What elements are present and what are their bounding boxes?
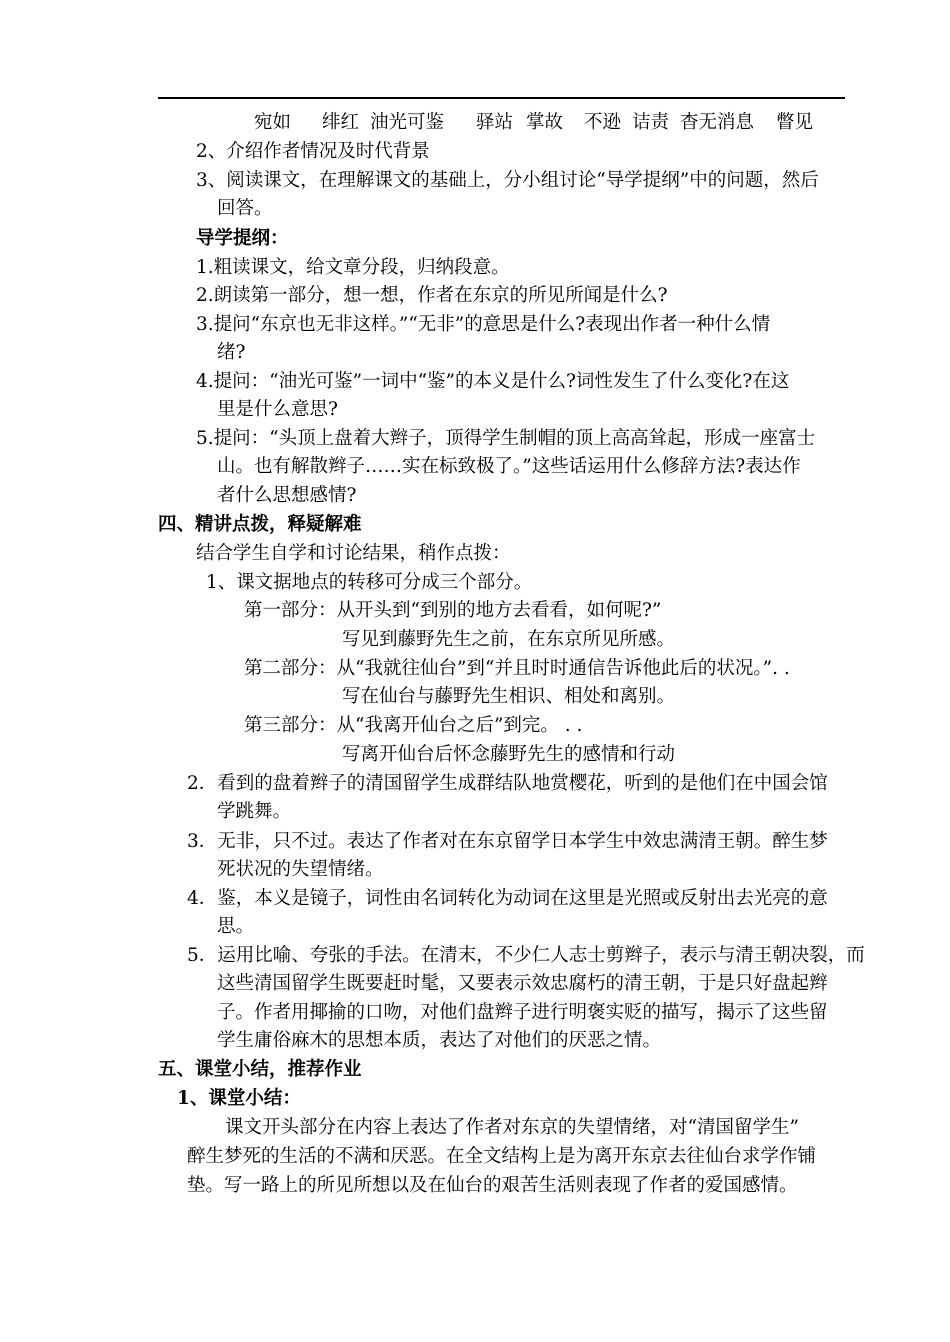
question-5-line-2: 山。也有解散辫子……实在标致极了。”这些话运用什么修辞方法?表达作	[217, 456, 801, 477]
outline-title: 导学提纲：	[196, 228, 289, 249]
part-2-range: 第二部分：从“我就往仙台”到“并且时时通信告诉他此后的状况。”. .	[244, 658, 790, 679]
section-4-intro: 结合学生自学和讨论结果，稍作点拨：	[196, 543, 511, 564]
part-1-range: 第一部分：从开头到“到别的地方去看看，如何呢?”	[244, 600, 662, 621]
vocab-list	[0, 112, 950, 134]
header-rule	[158, 97, 845, 99]
summary-subheading: 1、课堂小结：	[177, 1088, 301, 1109]
answer-5-line-2: 这些清国留学生既要赶时髦，又要表示效忠腐朽的清王朝，于是只好盘起辫	[217, 973, 828, 994]
summary-line-1: 课文开头部分在内容上表达了作者对东京的失望情绪，对“清国留学生”	[225, 1117, 799, 1138]
step-2: 2、介绍作者情况及时代背景	[196, 141, 430, 162]
part-1-summary: 写见到藤野先生之前，在东京所见所感。	[342, 629, 676, 650]
answer-3-line-2: 死状况的失望情绪。	[217, 859, 384, 880]
question-2: 2.朗读第一部分，想一想，作者在东京的所见所闻是什么?	[196, 285, 668, 306]
question-5-line-3: 者什么思想感情?	[217, 485, 357, 506]
answer-2-line-1: 2．看到的盘着辫子的清国留学生成群结队地赏樱花，听到的是他们在中国会馆	[187, 773, 828, 794]
vocab-word: 掌故	[526, 112, 564, 133]
question-1: 1.粗读课文，给文章分段，归纳段意。	[196, 257, 510, 278]
question-3-line-1: 3.提问“东京也无非这样。”“无非”的意思是什么?表现出作者一种什么情	[196, 314, 771, 335]
vocab-word: 宛如	[254, 112, 292, 133]
answer-5-line-3: 子。作者用揶揄的口吻，对他们盘辫子进行明褒实贬的描写，揭示了这些留	[217, 1002, 828, 1023]
part-3-range: 第三部分：从“我离开仙台之后”到完。 . .	[244, 715, 583, 736]
vocab-word: 绯红	[322, 112, 360, 133]
answer-4-line-1: 4．鉴，本义是镜子，词性由名词转化为动词在这里是光照或反射出去光亮的意	[187, 888, 828, 909]
part-3-summary: 写离开仙台后怀念藤野先生的感情和行动	[342, 744, 676, 765]
answer-2-line-2: 学跳舞。	[217, 801, 292, 822]
vocab-word: 油光可鉴	[370, 112, 445, 133]
answer-4-line-2: 思。	[217, 916, 255, 937]
step-3-line-1: 3、阅读课文，在理解课文的基础上，分小组讨论“导学提纲”中的问题，然后	[196, 170, 819, 191]
answer-5-line-1: 5．运用比喻、夸张的手法。在清末，不少仁人志士剪辫子，表示与清王朝决裂，而	[187, 945, 865, 966]
question-4-line-1: 4.提问：“油光可鉴”一词中“鉴”的本义是什么?词性发生了什么变化?在这	[196, 371, 790, 392]
vocab-word: 不逊	[584, 112, 622, 133]
vocab-word: 杳无消息	[680, 112, 755, 133]
part-2-summary: 写在仙台与藤野先生相识、相处和离别。	[342, 686, 676, 707]
step-3-line-2: 回答。	[217, 198, 273, 219]
section-5-heading: 五、课堂小结，推荐作业	[158, 1059, 362, 1080]
summary-line-2: 醉生梦死的生活的不满和厌恶。在全文结构上是为离开东京去往仙台求学作铺	[187, 1146, 817, 1167]
vocab-word: 瞥见	[776, 112, 814, 133]
question-3-line-2: 绪?	[217, 342, 246, 363]
vocab-word: 诘责	[632, 112, 670, 133]
section-4-heading: 四、精讲点拨，释疑解难	[158, 514, 362, 535]
answer-3-line-1: 3．无非，只不过。表达了作者对在东京留学日本学生中效忠满清王朝。醉生梦	[187, 831, 828, 852]
question-5-line-1: 5.提问：“头顶上盘着大辫子，顶得学生制帽的顶上高高耸起，形成一座富士	[196, 428, 816, 449]
answer-5-line-4: 学生庸俗麻木的思想本质，表达了对他们的厌恶之情。	[217, 1030, 662, 1051]
vocab-word: 驿站	[476, 112, 514, 133]
answer-1: 1、课文据地点的转移可分成三个部分。	[206, 572, 533, 593]
summary-line-3: 垫。写一路上的所见所想以及在仙台的艰苦生活则表现了作者的爱国感情。	[187, 1175, 798, 1196]
question-4-line-2: 里是什么意思?	[217, 399, 338, 420]
